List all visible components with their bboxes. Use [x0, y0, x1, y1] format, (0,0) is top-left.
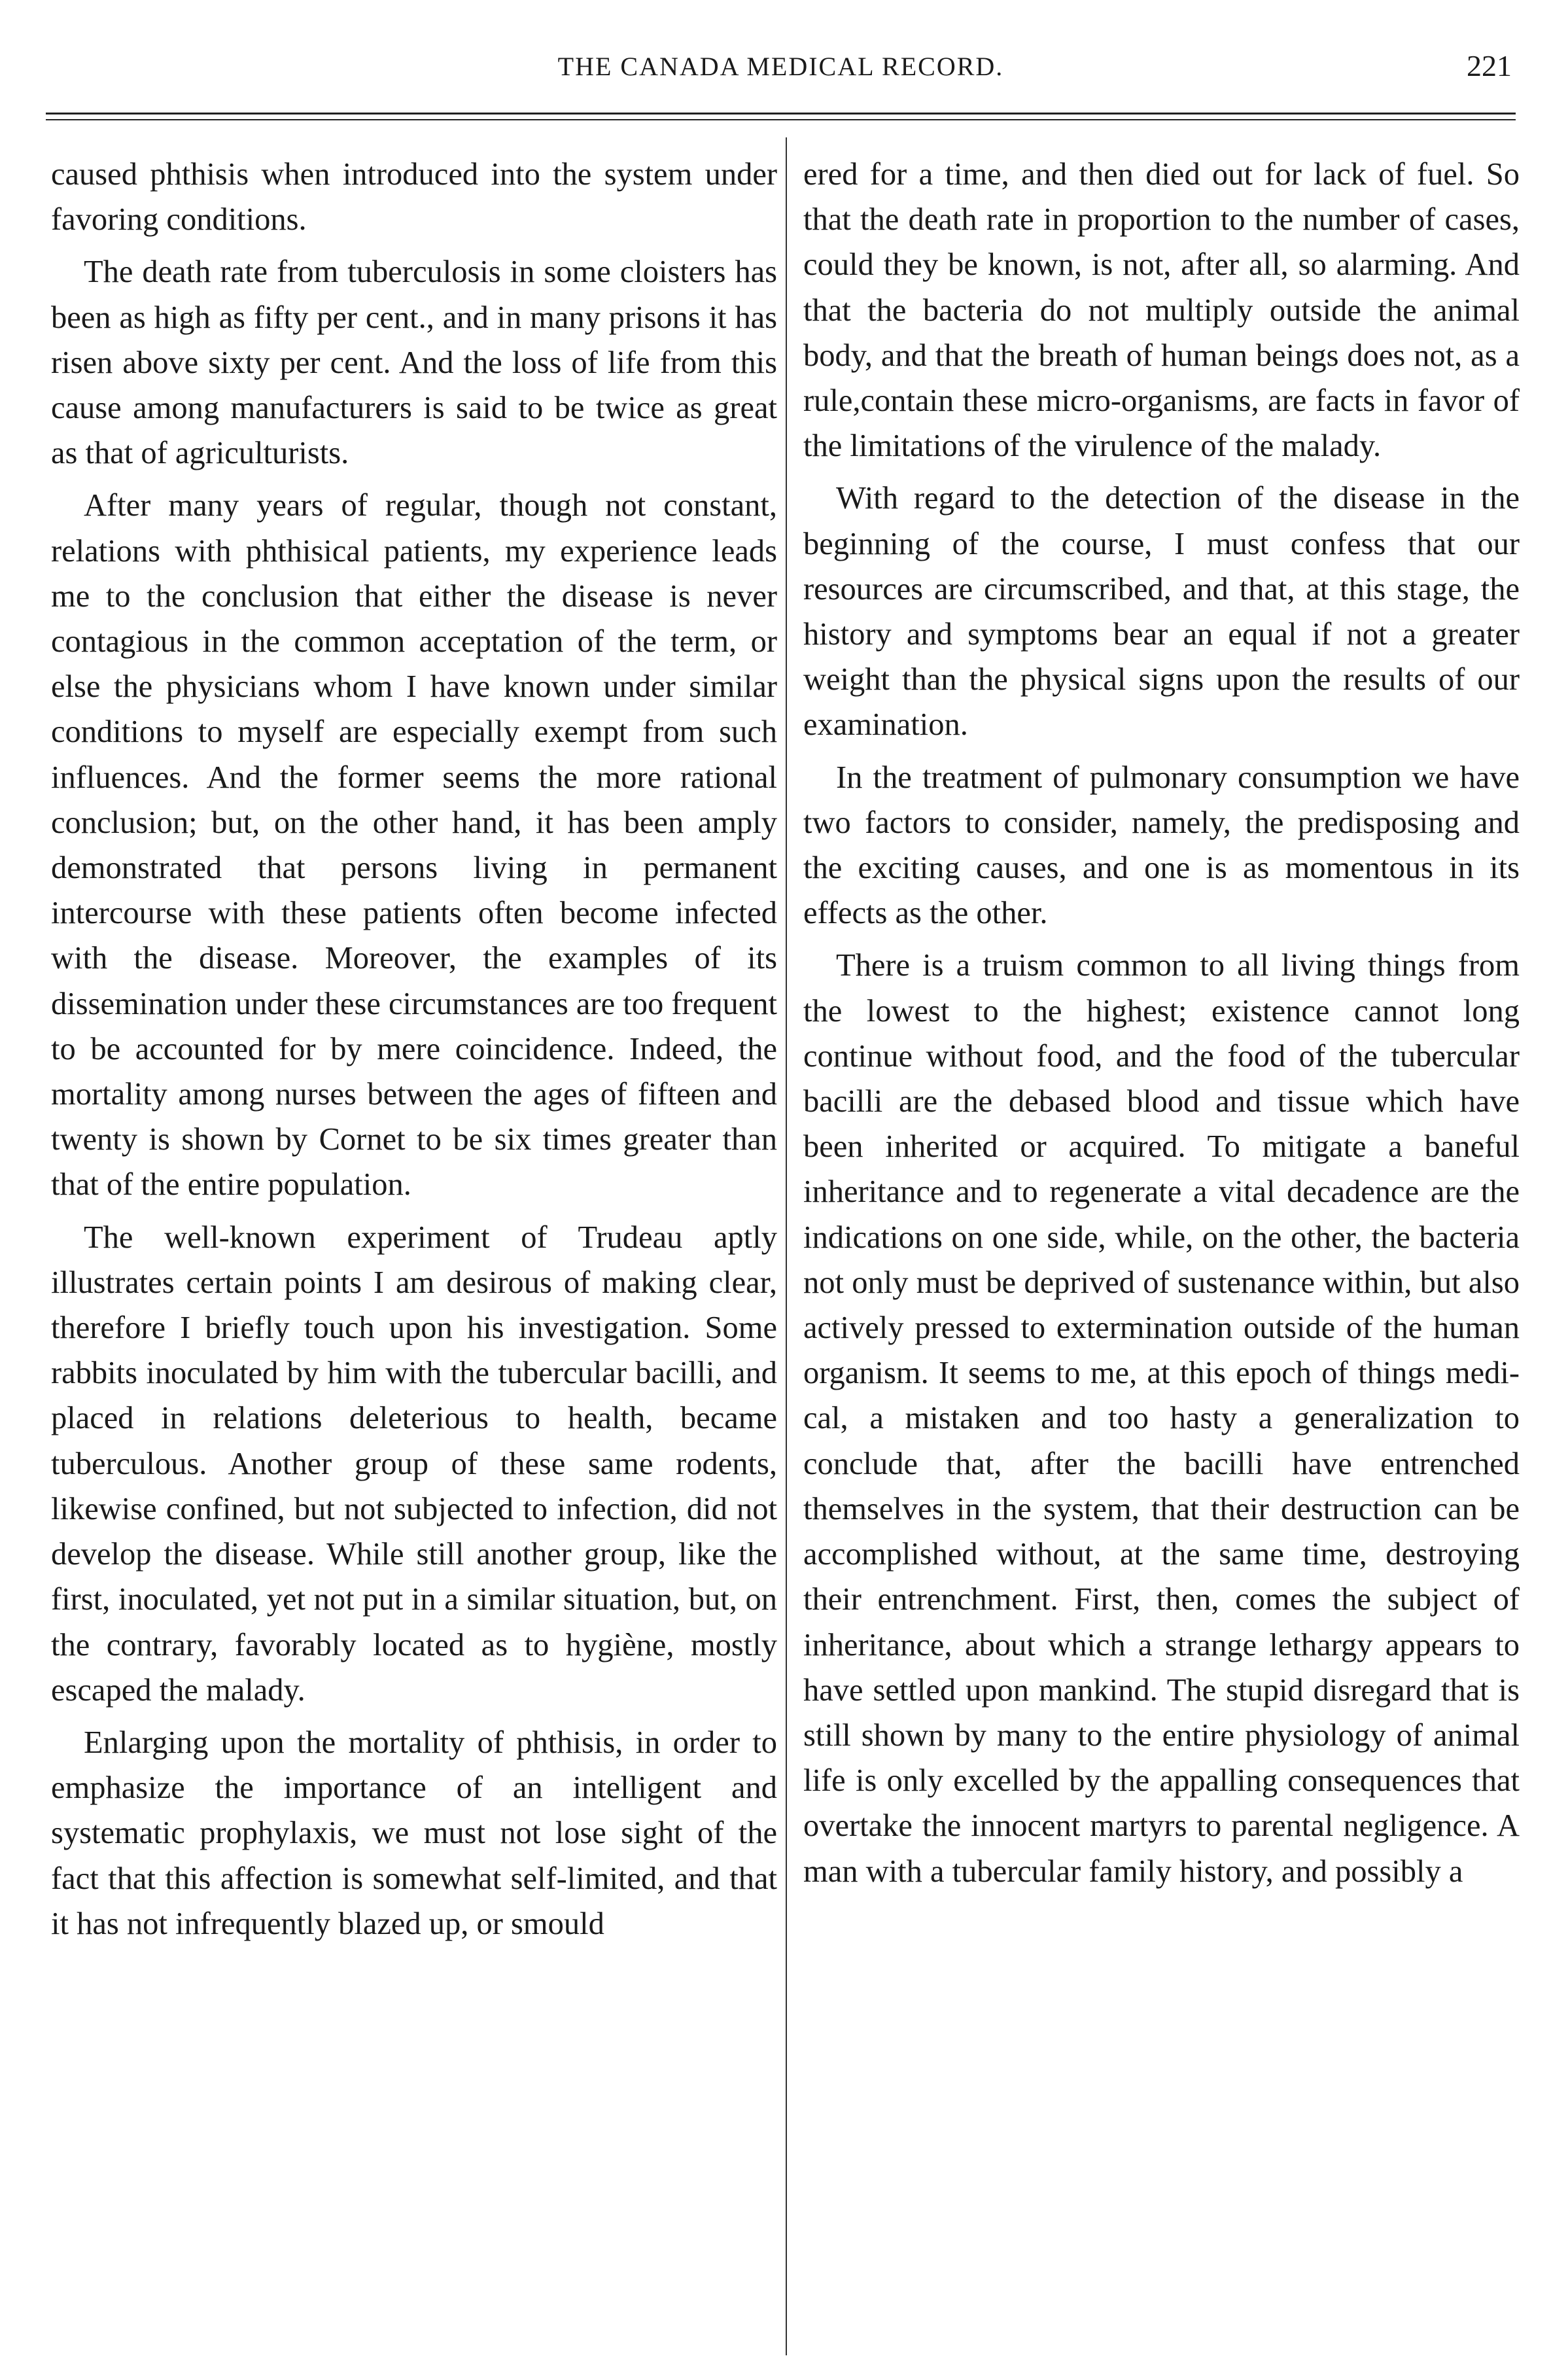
paragraph: In the treatment of pulmonary consumption we have two factors to consider, namely, the predisposing and the exciting causes, and one is as momentous in its effects as the other. [803, 760, 1520, 931]
paragraph: There is a truism common to all living things from the lowest to the highest; existence cannot long continue without food, and the food of the tubercular bacilli are the debased blood and tissue which have been inherited or acquired. To mitigate a baneful inheritance and to regenerate a vital decadence are the indications on one side, while, on the other, the bacteria not only must be deprived of sustenance within, but also actively pressed to extermination outside of the human organism. It seems to me, at this epoch of things medical, a mistaken and too hasty a generalization to conclude that, after the bacilli have entrenched themselves in the system, that their destruction can be accomplished without, at the same time, destroying their entrenchment. First, then, comes the subject of inheritance, about which a strange lethargy appears to have settled upon mankind. The stupid disregard that is still shown by many to the entire physiology of animal life is only excelled by the appalling consequences that overtake the innocent martyrs to parental negligence. A man with a tubercular family history, and possibly a [803, 948, 1520, 1889]
left-column [51, 152, 777, 1954]
running-head [46, 51, 1516, 97]
column-divider [786, 137, 787, 2355]
paragraph: Enlarging upon the mortality of phthisis, in order to emphasize the importance of an intelligent and systematic prophylaxis, we must not lose sight of the fact that this affection is somewhat self-limited, and that it has not infrequently blazed up, or smould [51, 1725, 777, 1941]
page-number: 221 [1467, 49, 1512, 82]
right-column [803, 152, 1520, 1901]
paragraph: The well-known experiment of Trudeau aptly illustrates certain points I am desirous of making clear, therefore I briefly touch upon his investigation. Some rabbits inoculated by him with the tubercular bacilli, and placed in relations deleterious to health, became tuberculous. Another group of these same rodents, likewise confined, but not subjected to infection, did not develop the disease. While still another group, like the first, inoculated, yet not put in a similar situation, but, on the contrary, favorably located as to hygiène, mostly escaped the malady. [51, 1220, 777, 1708]
paragraph: After many years of regular, though not constant, relations with phthisical patients, my experience leads me to the conclusion that either the disease is never contagious in the common acceptation of the term, or else the physicians whom I have known under similar conditions to myself are especially exempt from such influences. And the former seems the more rational conclusion; but, on the other hand, it has been amply demonstrated that persons living in permanent intercourse with these patients often become infected with the disease. Moreover, the examples of its dissemination under these circumstances are too frequent to be accounted for by mere coincidence. Indeed, the mortality among nurses between the ages of fifteen and twenty is shown by Cornet to be six times greater than that of the entire population. [51, 488, 777, 1203]
header-rule [46, 113, 1516, 114]
journal-title: THE CANADA MEDICAL RECORD. [557, 52, 1004, 81]
paragraph: With regard to the detection of the disease in the beginning of the course, I must confess that our resources are circumscribed, and that, at this stage, the history and symptoms bear an equal if not a greater weight than the physical signs upon the results of our examination. [803, 481, 1520, 743]
paragraph: caused phthisis when introduced into the system under favoring conditions. [51, 157, 777, 237]
header-rule-secondary [46, 119, 1516, 120]
paragraph: ered for a time, and then died out for lack of fuel. So that the death rate in proportion to the number of cases, could they be known, is not, after all, so alarming. And that the bacteria do not multiply outside the animal body, and that the breath of human beings does not, as a rule,contain these micro-organisms, are facts in favor of the limitations of the virulence of the malady. [803, 157, 1520, 464]
paragraph: The death rate from tuberculosis in some cloisters has been as high as fifty per cent., and in many prisons it has risen above sixty per cent. And the loss of life from this cause among manufacturers is said to be twice as great as that of agriculturists. [51, 255, 777, 471]
